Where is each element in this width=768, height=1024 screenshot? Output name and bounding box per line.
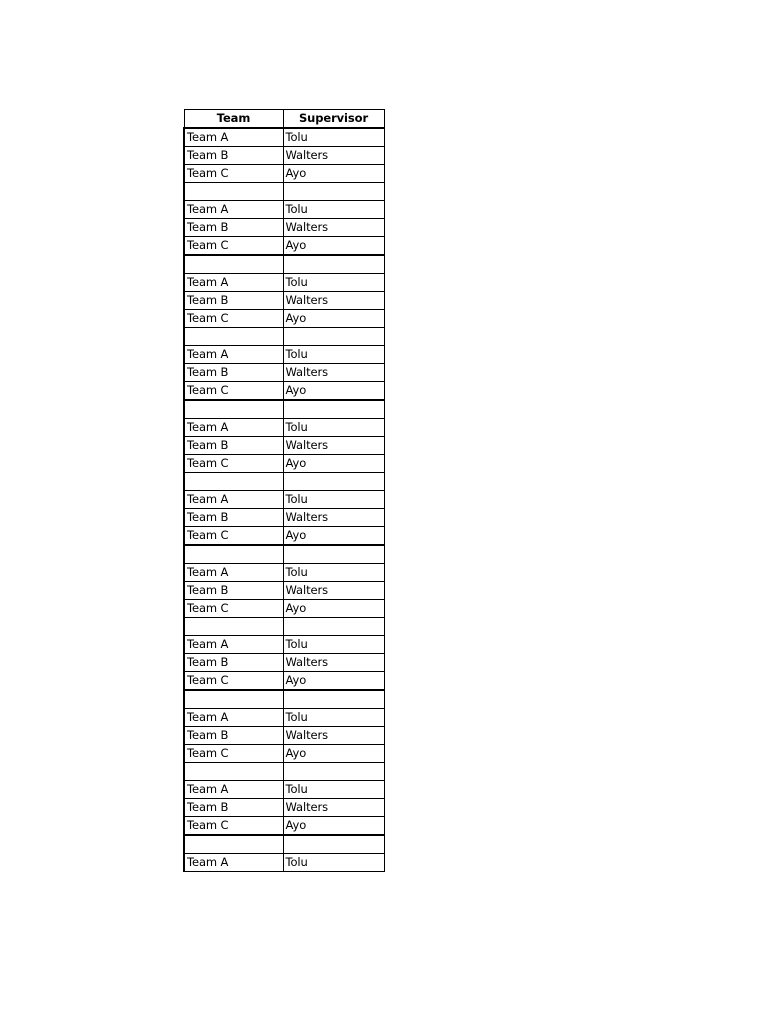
cell-supervisor[interactable]: Tolu bbox=[283, 854, 384, 872]
blank-row bbox=[184, 763, 384, 781]
cell-supervisor[interactable]: Tolu bbox=[283, 274, 384, 292]
table-row bbox=[184, 527, 384, 546]
cell-empty[interactable] bbox=[283, 763, 384, 781]
cell-team[interactable]: Team C bbox=[184, 672, 283, 691]
cell-team[interactable]: Team C bbox=[184, 600, 283, 618]
blank-row bbox=[184, 545, 384, 564]
cell-supervisor[interactable]: Walters bbox=[283, 799, 384, 817]
cell-team[interactable]: Team A bbox=[184, 854, 283, 872]
table-row bbox=[184, 147, 384, 165]
cell-supervisor[interactable]: Tolu bbox=[283, 201, 384, 219]
table-row bbox=[184, 346, 384, 364]
header-row bbox=[184, 110, 384, 129]
table-row bbox=[184, 509, 384, 527]
cell-supervisor[interactable]: Ayo bbox=[283, 237, 384, 256]
cell-team[interactable]: Team C bbox=[184, 455, 283, 473]
cell-supervisor[interactable]: Ayo bbox=[283, 672, 384, 691]
cell-supervisor[interactable]: Walters bbox=[283, 219, 384, 237]
table-row bbox=[184, 201, 384, 219]
cell-empty[interactable] bbox=[184, 690, 283, 709]
table-row bbox=[184, 745, 384, 763]
header-supervisor: Supervisor bbox=[283, 110, 384, 129]
cell-supervisor[interactable]: Ayo bbox=[283, 600, 384, 618]
cell-empty[interactable] bbox=[283, 473, 384, 491]
cell-supervisor[interactable]: Tolu bbox=[283, 128, 384, 147]
cell-team[interactable]: Team A bbox=[184, 564, 283, 582]
blank-row bbox=[184, 400, 384, 419]
cell-team[interactable]: Team C bbox=[184, 817, 283, 836]
cell-team[interactable]: Team B bbox=[184, 219, 283, 237]
table-row bbox=[184, 564, 384, 582]
cell-team[interactable]: Team A bbox=[184, 201, 283, 219]
cell-team[interactable]: Team B bbox=[184, 799, 283, 817]
table-row bbox=[184, 709, 384, 727]
table-body bbox=[184, 128, 384, 872]
table-row bbox=[184, 817, 384, 836]
cell-supervisor[interactable]: Tolu bbox=[283, 709, 384, 727]
cell-supervisor[interactable]: Walters bbox=[283, 727, 384, 745]
cell-empty[interactable] bbox=[184, 473, 283, 491]
cell-team[interactable]: Team A bbox=[184, 781, 283, 799]
cell-supervisor[interactable]: Walters bbox=[283, 147, 384, 165]
cell-team[interactable]: Team A bbox=[184, 419, 283, 437]
table-row bbox=[184, 455, 384, 473]
table-row bbox=[184, 582, 384, 600]
cell-empty[interactable] bbox=[283, 400, 384, 419]
table-row bbox=[184, 274, 384, 292]
table-row bbox=[184, 219, 384, 237]
cell-empty[interactable] bbox=[184, 835, 283, 854]
cell-team[interactable]: Team B bbox=[184, 292, 283, 310]
blank-row bbox=[184, 255, 384, 274]
cell-empty[interactable] bbox=[283, 618, 384, 636]
cell-team[interactable]: Team C bbox=[184, 745, 283, 763]
cell-team[interactable]: Team C bbox=[184, 310, 283, 328]
cell-team[interactable]: Team A bbox=[184, 274, 283, 292]
table-row bbox=[184, 165, 384, 183]
table-row bbox=[184, 781, 384, 799]
cell-team[interactable]: Team C bbox=[184, 237, 283, 256]
blank-row bbox=[184, 618, 384, 636]
table-row bbox=[184, 364, 384, 382]
cell-team[interactable]: Team C bbox=[184, 165, 283, 183]
cell-team[interactable]: Team B bbox=[184, 582, 283, 600]
cell-supervisor[interactable]: Walters bbox=[283, 364, 384, 382]
cell-team[interactable]: Team A bbox=[184, 128, 283, 147]
cell-team[interactable]: Team B bbox=[184, 654, 283, 672]
cell-team[interactable]: Team B bbox=[184, 364, 283, 382]
cell-empty[interactable] bbox=[283, 835, 384, 854]
cell-supervisor[interactable]: Tolu bbox=[283, 491, 384, 509]
blank-row bbox=[184, 183, 384, 201]
cell-empty[interactable] bbox=[184, 545, 283, 564]
cell-supervisor[interactable]: Walters bbox=[283, 582, 384, 600]
table-row bbox=[184, 310, 384, 328]
table-row bbox=[184, 419, 384, 437]
table-row bbox=[184, 600, 384, 618]
cell-supervisor[interactable]: Tolu bbox=[283, 781, 384, 799]
cell-supervisor[interactable]: Tolu bbox=[283, 346, 384, 364]
cell-supervisor[interactable]: Ayo bbox=[283, 382, 384, 401]
cell-supervisor[interactable]: Ayo bbox=[283, 165, 384, 183]
cell-supervisor[interactable]: Ayo bbox=[283, 527, 384, 546]
table-row bbox=[184, 491, 384, 509]
cell-team[interactable]: Team C bbox=[184, 527, 283, 546]
spreadsheet bbox=[183, 109, 383, 872]
cell-supervisor[interactable]: Walters bbox=[283, 437, 384, 455]
team-supervisor-table bbox=[183, 109, 385, 872]
cell-empty[interactable] bbox=[184, 255, 283, 274]
table-row bbox=[184, 672, 384, 691]
table-row bbox=[184, 854, 384, 872]
cell-team[interactable]: Team A bbox=[184, 491, 283, 509]
blank-row bbox=[184, 328, 384, 346]
header-team: Team bbox=[184, 110, 283, 129]
cell-empty[interactable] bbox=[283, 183, 384, 201]
cell-team[interactable]: Team B bbox=[184, 437, 283, 455]
cell-team[interactable]: Team C bbox=[184, 382, 283, 401]
cell-empty[interactable] bbox=[283, 255, 384, 274]
table-row bbox=[184, 799, 384, 817]
blank-row bbox=[184, 473, 384, 491]
cell-supervisor[interactable]: Ayo bbox=[283, 817, 384, 836]
cell-empty[interactable] bbox=[184, 763, 283, 781]
cell-supervisor[interactable]: Walters bbox=[283, 292, 384, 310]
table-row bbox=[184, 727, 384, 745]
cell-supervisor[interactable]: Walters bbox=[283, 654, 384, 672]
cell-supervisor[interactable]: Tolu bbox=[283, 419, 384, 437]
cell-team[interactable]: Team A bbox=[184, 636, 283, 654]
cell-team[interactable]: Team B bbox=[184, 727, 283, 745]
cell-empty[interactable] bbox=[184, 183, 283, 201]
cell-empty[interactable] bbox=[283, 690, 384, 709]
cell-team[interactable]: Team A bbox=[184, 709, 283, 727]
cell-supervisor[interactable]: Ayo bbox=[283, 455, 384, 473]
table-row bbox=[184, 636, 384, 654]
blank-row bbox=[184, 835, 384, 854]
cell-empty[interactable] bbox=[283, 328, 384, 346]
cell-supervisor[interactable]: Ayo bbox=[283, 745, 384, 763]
cell-empty[interactable] bbox=[184, 328, 283, 346]
cell-supervisor[interactable]: Walters bbox=[283, 509, 384, 527]
cell-supervisor[interactable]: Ayo bbox=[283, 310, 384, 328]
table-row bbox=[184, 437, 384, 455]
table-row bbox=[184, 237, 384, 256]
cell-supervisor[interactable]: Tolu bbox=[283, 564, 384, 582]
table-row bbox=[184, 292, 384, 310]
table-row bbox=[184, 128, 384, 147]
blank-row bbox=[184, 690, 384, 709]
cell-empty[interactable] bbox=[184, 400, 283, 419]
cell-empty[interactable] bbox=[283, 545, 384, 564]
table-row bbox=[184, 654, 384, 672]
cell-team[interactable]: Team B bbox=[184, 147, 283, 165]
cell-team[interactable]: Team A bbox=[184, 346, 283, 364]
cell-supervisor[interactable]: Tolu bbox=[283, 636, 384, 654]
cell-empty[interactable] bbox=[184, 618, 283, 636]
table-row bbox=[184, 382, 384, 401]
cell-team[interactable]: Team B bbox=[184, 509, 283, 527]
